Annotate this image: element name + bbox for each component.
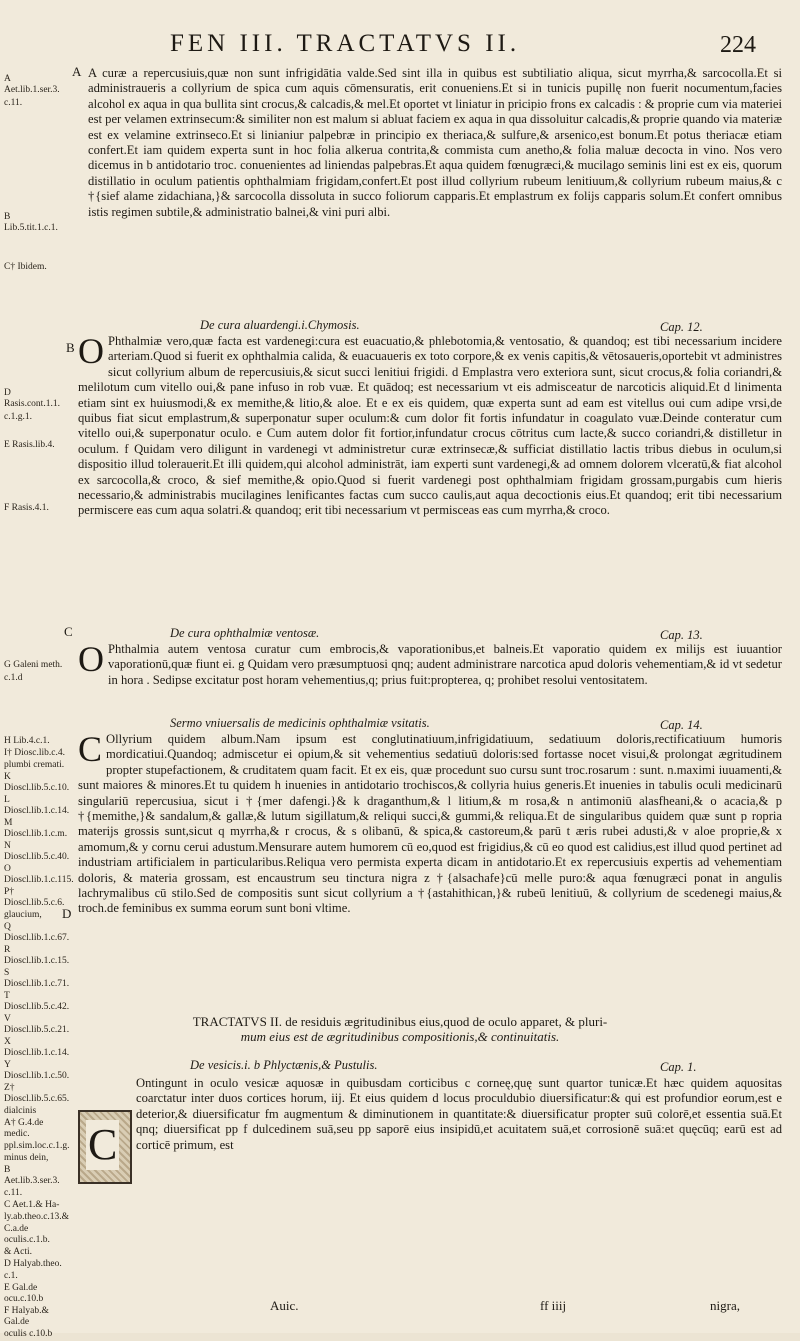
margin-line: D Rasis.cont.1.1. [4, 388, 60, 409]
margin-line: ppl.sim.loc.c.1.g. [4, 1141, 70, 1151]
margin-line: c.1.d [4, 673, 23, 683]
catchword: nigra, [710, 1298, 740, 1313]
running-title: FEN III. TRACTATVS II. [170, 30, 521, 57]
margin-note-d [4, 388, 66, 425]
paragraph-3 [78, 642, 782, 712]
margin-line: N Dioscl.lib.5.c.40. [4, 841, 70, 862]
margin-line: T Dioscl.lib.5.c.42. [4, 991, 70, 1012]
chapter-heading-12: De cura aluardengi.i.Chymosis. [200, 318, 360, 332]
chapter-number-13: Cap. 13. [660, 628, 703, 642]
margin-line: plumbi cremati. [4, 760, 65, 770]
margin-line: minus dein, [4, 1153, 49, 1163]
section-letter-a: A [72, 64, 82, 79]
margin-line: V Dioscl.lib.5.c.21. [4, 1014, 70, 1035]
margin-line: S Dioscl.lib.1.c.71. [4, 968, 70, 989]
chapter-number-1: Cap. 1. [660, 1060, 697, 1074]
margin-line: c.1.g.1. [4, 412, 32, 422]
chapter-heading-13: De cura ophthalmiæ ventosæ. [170, 626, 320, 640]
margin-line: K Dioscl.lib.5.c.10. [4, 772, 70, 793]
margin-line: H Lib.4.c.1. [4, 736, 50, 746]
margin-line: c.1. [4, 1271, 18, 1281]
tractate-title: TRACTATVS II. de residuis ægritudinibus eius,quod de oculo apparet, & pluri- [192, 1014, 608, 1029]
margin-line: glaucium, [4, 910, 42, 920]
margin-note-e: E Rasis.lib.4. [4, 440, 55, 450]
margin-line: ly.ab.theo.c.13.& [4, 1212, 70, 1222]
margin-note-b: B Lib.5.tit.1.c.1. [4, 212, 58, 233]
margin-line: & Acti. [4, 1247, 32, 1257]
margin-line: I† Diosc.lib.c.4. [4, 748, 65, 758]
chapter-heading-1: De vesicis.i. b Phlyctænis,& Pustulis. [190, 1058, 378, 1072]
tractate-subtitle: mum eius est de ægritudinibus compositionis,& continuitatis. [240, 1029, 560, 1044]
margin-line: oculis c.10.b [4, 1329, 53, 1339]
margin-line: Z† Dioscl.lib.5.c.65. [4, 1083, 70, 1104]
paragraph-2-text: Phthalmiæ vero,quæ facta est vardenegi:cura est euacuatio,& phlebotomia,& ventosatio, & quandoq; est tibi necessarium incidere arteriam.Quod si fuerit ex ophthalmia calida, & euacuaueris ex toto corpore,& ex venis capitis,& vētosaueris,oportebit vt administres sicut collyrium album de repercusiuis,& sicut succi lenitiui frigidi. d Emplastra vero exteriora sunt, sicut crocus,& folia coriandri,& melilotum cum vitello oui,& pane infuso in rob vuæ. Et quādoq; est necessarium vt eis admisceatur de narcoticis aliquid.Et d linimenta etiam sint ex huiusmodi,& ex memithe,& litio,& aloe. Et e ex eis quidem, quæ experta sunt ad eam est vitellus oui cum adipe vrsi,de quibus fiat sicut emplastrum,& superponatur super oculum:& cum dolor fit fortis infundatur in coagulato vuæ.Deinde conteratur cum vitello oui,& superponatur oculo. e Cum autem dolor fit fortior,infundatur crocus cōtritus cum lacte,& succo coriandri,& distilletur in oculum. f Quidam vero diligunt in vardenegi vt administretur curæ extrinsecæ,& sufficiat distillatio lactis tribus diebus in oculum,si dispositio illud tolerauerit.Et illi quidem,qui alcohol administrāt, iam experti sunt vardenegi,& ad omnem dolorem vlceratū,& fiat alcohol ex sarcocolla,& croco, & sief memithe,& opio.Quod si fuerit vardenegi post ophthalmiam frigidam grossam,purgabis cum hieris necessario,& administrabis mucilagines lenificantes factas cum succo caulis,aut aqua decoctionis eius.Et quandoq; erit tibi necessarium permiscere eas cum aqua solatri.& quandoq; erit tibi necessarium vt permisceas eas cum myrrha,& croco. [78, 334, 782, 518]
margin-line: E Gal.de ocu.c.10.b [4, 1283, 44, 1304]
margin-note-a [4, 74, 66, 111]
margin-line: X Dioscl.lib.1.c.14. [4, 1037, 70, 1058]
initial-o: O [78, 642, 104, 679]
margin-line: Q Dioscl.lib.1.c.67. [4, 922, 70, 943]
margin-line: M Dioscl.lib.1.c.m. [4, 818, 68, 839]
paragraph-1: A curæ a repercusiuis,quæ non sunt infrigidātia valde.Sed sint illa in quibus est subtiliatio aliqua, sicut myrrha,& sarcocolla.Et si administraueris a collyrium de spica cum aquis cōmensuratis, erit conueniens.Et si in tunicis pupillę non fuerit nocumentum,facies alcohol ex aqua in qua bullita sint crocus,& calcadis,& mel.Et oportet vt liniatur in pricipio frons ex calcadis : & proprie cum via materiei est per velamen extrinsecum:& similiter non est malum si abluat faciem ex aqua in qua dissoluitur calcadis,& proprie quando via materiæ est ex velamine extrinseco.Et si linianiur palpebræ in principio ex theriaca,& sulfure,& arsenico,est bonum.Et potus theriacæ etiam confert.Et iam quidem experta sunt in hoc folia alkerua contrita,& commista cum anetho,& folia maluæ decocta in vino. Nos vero dicemus in b antidotario troc. conuenientes ad liniendas palpebras.Et aqua quidem fœnugræci,& mucilago seminis lini est ex eis, quorum distillatio in oculum patientis ophthalmiam frigidam,confert.Et post illud collyrium rubeum lenitiuum,& collyrium rubeum maius,& c †{sief alame zidachiana,}& sarcocolla dissoluta in succo foliorum capparis.Et emplastrum ex folijs capparis solum.Et confert omnibus istis regimen subtile,& administratio balnei,& vini puri albi. [88, 66, 782, 219]
section-letter-d: D [62, 906, 72, 921]
margin-line: c.11. [4, 98, 23, 108]
margin-line: P† Dioscl.lib.5.c.6. [4, 887, 65, 908]
margin-line: C.a.de oculis.c.1.b. [4, 1224, 50, 1245]
initial-o: O [78, 334, 104, 371]
chapter-heading-14: Sermo vniuersalis de medicinis ophthalmiæ vsitatis. [170, 716, 430, 730]
margin-line: Y Dioscl.lib.1.c.50. [4, 1060, 70, 1081]
paragraph-2 [78, 334, 782, 624]
margin-note-c: C† Ibidem. [4, 262, 47, 272]
paragraph-4-text: Ollyrium quidem album.Nam ipsum est conglutinatiuum,infrigidatiuum, sedatiuum doloris,rectificatiuum humoris mordicatiui.Quandoq; admiscetur ei opium,& sit vehementius sedatiuū doloris:sed fortasse nocet visui,& prolongat ægritudinem propter stupefactionem, & cruditatem quam facit. Et ex eis, quæ procedunt suo cursu sunt troc.rosarum : sunt. n.maximi iuuamenti,& sunt maiores & minores.Et tu quidem h inuenies in antidotario trochiscos,& collyria huius generis.Et inuenies in tabulis oculi medicinarū singulariū repercusiua, sicut i †{mer dafengi.}& k draganthum,& l litium,& m rosa,& n antimoniū alasfheani,& o acacia,& p †{memithe,}& sandalum,& gallæ,& lutum sigillatum,& reliqui succi,& gummi,& reliqua.Et de singularibus quidem quæ sunt p ropria materijs grossis sunt,sicut q myrrha,& r crocus, & s olibanū, & spica,& castoreum,& parū t æris rubei adusti,& v aloe proprie,& x amomum,& y cornu cerui adustum.Mensurare autem humorem cū eo,quod est frigidius,& cū eo quod est calidius,est illud quod pertinet ad industriam artificialem in particularibus.Reliqua vero permista experta dicam in antidotario.Et ex repercusiuis expertis ad vehementiam doloris, & materia grossam, est encaustrum seu tinctura nigra z †{alsachafe}cū melle puro:& aqua fœnugræci ponat in angulis lachrymalibus cū stilo.Sed de compositis sunt sicut collyrium a †{astahithican,}& rubeū lenitiuū, & collyrium de scedenegi maius,& troch.de feminibus ex summa eorum sunt boni vltime. [78, 732, 782, 916]
margin-note-list [4, 736, 74, 1341]
margin-line: O Dioscl.lib.1.c.115. [4, 864, 74, 885]
signature-mark: ff iiij [540, 1298, 567, 1313]
catch-left: Auic. [270, 1298, 299, 1313]
page-number: 224 [720, 32, 756, 58]
margin-line: dialcinis [4, 1106, 37, 1116]
margin-line: A Aet.lib.1.ser.3. [4, 74, 60, 95]
running-header [170, 30, 690, 58]
tractate-heading [120, 1014, 680, 1044]
margin-line: c.11. [4, 1188, 23, 1198]
chapter-number-14: Cap. 14. [660, 718, 703, 732]
margin-line: G Galeni meth. [4, 660, 63, 670]
paragraph-5: Ontingunt in oculo vesicæ aquosæ in quibusdam corticibus c corneę,quę sunt quartor tunicæ.Et hæc quidem aquositas coarctatur inter duos cortices horum, iij. Et eius quidem d locus proculdubio diuersificatur:& qui est profundior eorum,est e deterior,& diuersificatur fm augmentum & diminutionem in quantitate:& diuersificatur propter suū colorē,et essentia suā.Et qnq; diuersificat pp f dulcedinem suā,seu pp saporē eius insipidū,et acuitatem suā,et corrosionē suā:et quęcūq; earū est ad corticē primum, est [136, 1076, 782, 1152]
ornamental-initial [78, 1110, 132, 1184]
margin-line: L Dioscl.lib.1.c.14. [4, 795, 70, 816]
margin-line: D Halyab.theo. [4, 1259, 62, 1269]
chapter-number-12: Cap. 12. [660, 320, 703, 334]
margin-line: A† G.4.de medic. [4, 1118, 44, 1139]
paragraph-4 [78, 732, 782, 1012]
margin-line: C Aet.1.& Ha- [4, 1200, 60, 1210]
margin-line: F Halyab.& Gal.de [4, 1306, 49, 1327]
margin-line: R Dioscl.lib.1.c.15. [4, 945, 70, 966]
initial-c: C [78, 732, 103, 769]
section-letter-c: C [64, 624, 73, 639]
margin-note-f: F Rasis.4.1. [4, 503, 49, 513]
paragraph-3-text: Phthalmia autem ventosa curatur cum embrocis,& vaporationibus,et balneis.Et vaporatio quidem ex milijs est iuuantior vaporationū,quæ fiunt ei. g Quidam vero præsumptuosi qnq; audent administrare narcotica apud doloris vehementiam,& id vt sedetur in hora . Sedipse excitatur post horam vehementius,q; prius fuit:propterea, q; prohibet resolui ventositatem. [108, 642, 782, 687]
margin-line: B Aet.lib.3.ser.3. [4, 1165, 60, 1186]
margin-note-g [4, 660, 66, 686]
section-letter-b: B [66, 340, 75, 355]
initial-c: C [88, 1120, 118, 1169]
